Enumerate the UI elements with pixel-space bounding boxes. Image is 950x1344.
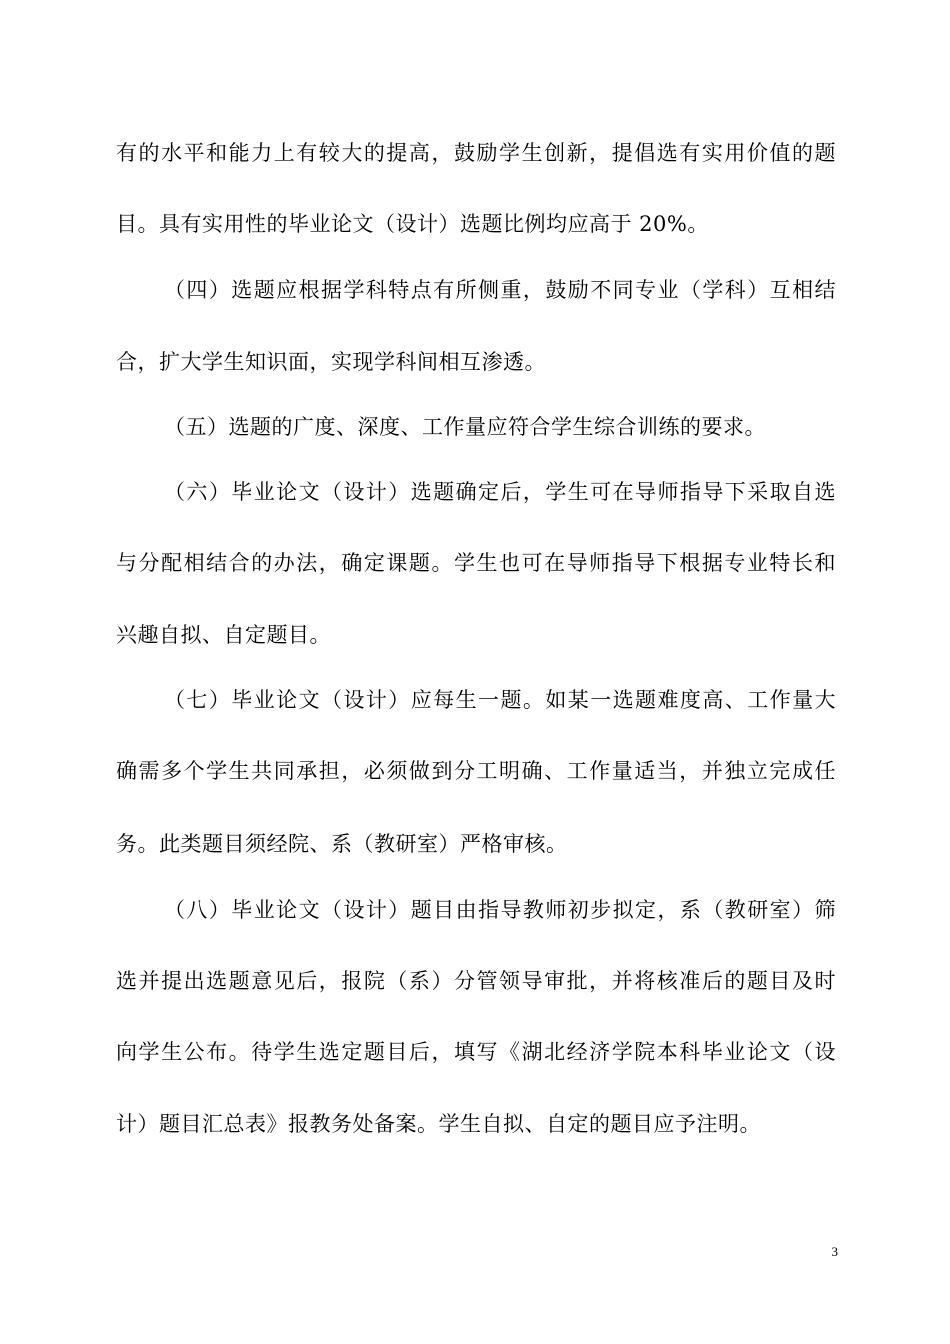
- text-line: 目。具有实用性的毕业论文（设计）选题比例均应高于 20%。: [116, 212, 709, 236]
- text-line: 务。此类题目须经院、系（教研室）严格审核。: [116, 832, 568, 856]
- text-line: 选并提出选题意见后，报院（系）分管领导审批，并将核准后的题目及时: [116, 969, 836, 993]
- text-line: 合，扩大学生知识面，实现学科间相互渗透。: [116, 350, 546, 374]
- text-line: 有的水平和能力上有较大的提高，鼓励学生创新，提倡选有实用价值的题: [116, 141, 836, 165]
- text-line: 与分配相结合的办法，确定课题。学生也可在导师指导下根据专业特长和: [116, 551, 836, 575]
- text-line: 兴趣自拟、自定题目。: [116, 623, 331, 647]
- text-line: 确需多个学生共同承担，必须做到分工明确、工作量适当，并独立完成任: [116, 759, 836, 783]
- text-line: （六）毕业论文（设计）选题确定后，学生可在导师指导下采取自选: [164, 480, 836, 504]
- text-line: （八）毕业论文（设计）题目由指导教师初步拟定，系（教研室）筛: [164, 898, 836, 922]
- text-line: 向学生公布。待学生选定题目后，填写《湖北经济学院本科毕业论文（设: [116, 1040, 836, 1064]
- text-line: （四）选题应根据学科特点有所侧重，鼓励不同专业（学科）互相结: [164, 278, 836, 302]
- text-line: 计）题目汇总表》报教务处备案。学生自拟、自定的题目应予注明。: [116, 1112, 761, 1136]
- page-number: 3: [831, 1244, 838, 1259]
- text-line: （五）选题的广度、深度、工作量应符合学生综合训练的要求。: [164, 415, 766, 439]
- text-line: （七）毕业论文（设计）应每生一题。如某一选题难度高、工作量大: [164, 688, 836, 712]
